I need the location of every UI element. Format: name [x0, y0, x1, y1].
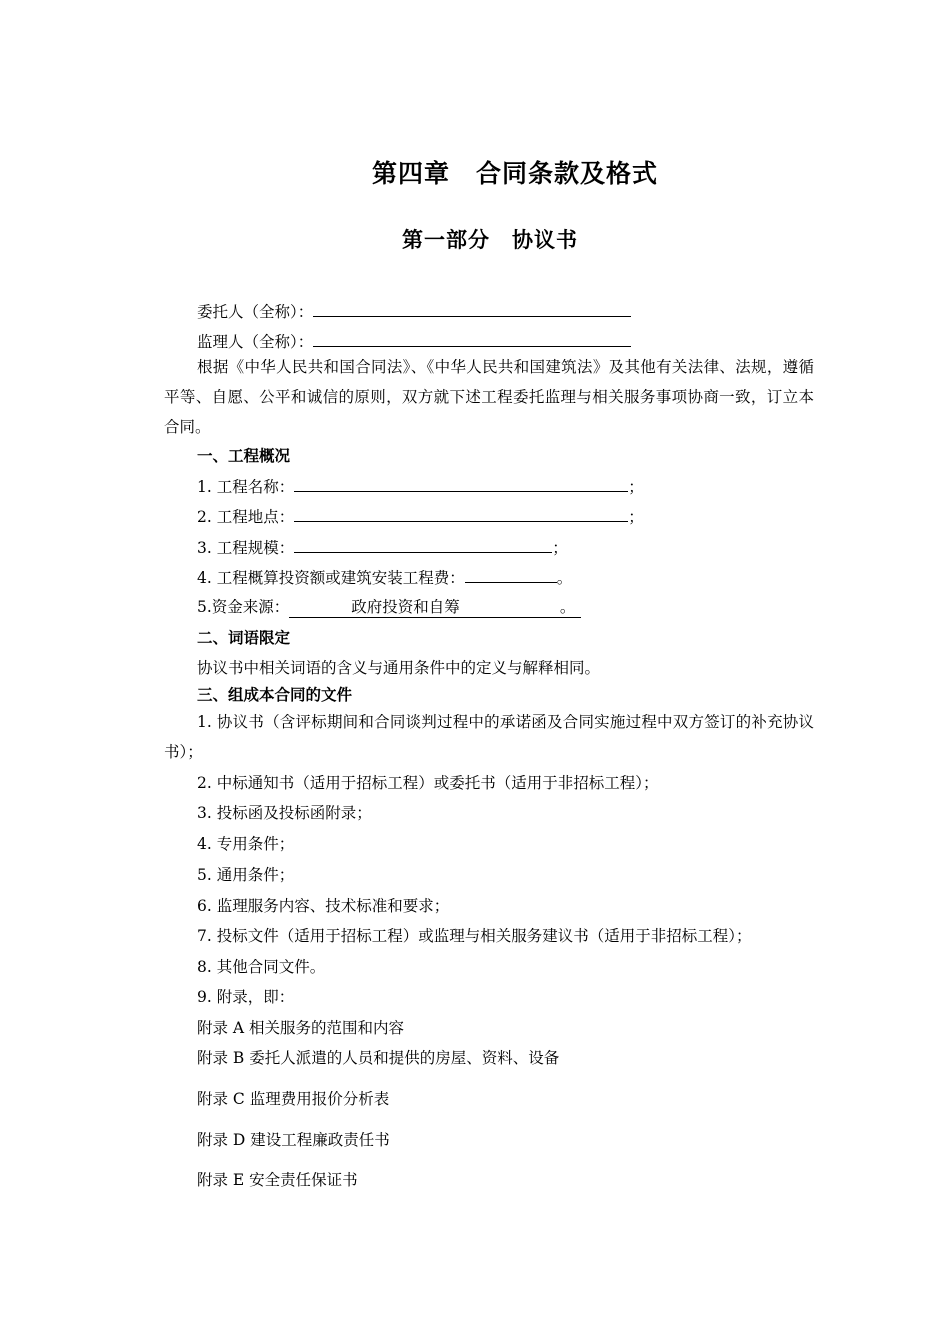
- document-item-3: 3. 投标函及投标函附录；: [197, 804, 372, 822]
- supervisor-blank: [313, 331, 631, 347]
- project-name-line: [197, 476, 644, 497]
- client-blank: [313, 301, 631, 317]
- fund-source-field: [289, 597, 581, 618]
- fund-source-value: 政府投资和自筹: [351, 598, 460, 616]
- project-location-blank: [294, 506, 628, 522]
- project-budget-end: 。: [556, 569, 573, 587]
- project-scale-line: [197, 537, 568, 558]
- project-budget-line: [197, 567, 572, 588]
- project-scale-end: ；: [552, 539, 568, 557]
- chapter-title: 第四章 合同条款及格式: [371, 159, 658, 188]
- project-scale-label: 3. 工程规模：: [197, 539, 295, 557]
- document-item-2: 2. 中标通知书（适用于招标工程）或委托书（适用于非招标工程）；: [197, 774, 659, 792]
- document-item-4: 4. 专用条件；: [197, 835, 295, 853]
- section3-heading: 三、组成本合同的文件: [197, 685, 353, 704]
- document-item-8: 8. 其他合同文件。: [197, 958, 326, 976]
- project-name-label: 1. 工程名称：: [197, 478, 295, 496]
- appendix-b: 附录 B 委托人派遣的人员和提供的房屋、资料、设备: [197, 1049, 560, 1067]
- project-location-line: [197, 506, 644, 527]
- appendix-e: 附录 E 安全责任保证书: [197, 1171, 358, 1189]
- project-budget-label: 4. 工程概算投资额或建筑安装工程费：: [197, 569, 465, 587]
- project-location-end: ；: [628, 508, 644, 526]
- part-title: 第一部分 协议书: [402, 227, 578, 252]
- section2-heading: 二、词语限定: [197, 628, 291, 647]
- fund-source-end: 。: [559, 598, 576, 616]
- project-budget-blank: [465, 567, 557, 583]
- client-label: 委托人（全称）：: [197, 303, 314, 321]
- section2-text: 协议书中相关词语的含义与通用条件中的定义与解释相同。: [197, 659, 601, 677]
- section1-heading: 一、工程概况: [197, 446, 291, 465]
- document-item-9: 9. 附录，即：: [197, 988, 295, 1006]
- project-name-blank: [294, 476, 628, 492]
- client-line: [197, 301, 631, 322]
- document-item-6: 6. 监理服务内容、技术标准和要求；: [197, 897, 450, 915]
- project-location-label: 2. 工程地点：: [197, 508, 295, 526]
- supervisor-line: [197, 331, 631, 352]
- project-scale-blank: [294, 537, 552, 553]
- project-name-end: ；: [628, 478, 644, 496]
- appendix-d: 附录 D 建设工程廉政责任书: [197, 1131, 390, 1149]
- fund-source-line: [197, 597, 581, 618]
- preamble-paragraph: 根据《中华人民共和国合同法》、《中华人民共和国建筑法》及其他有关法律、法规，遵循平等、自愿、公平和诚信的原则，双方就下述工程委托监理与相关服务事项协商一致，订立本合同。: [164, 358, 814, 436]
- document-item-5: 5. 通用条件；: [197, 866, 295, 884]
- appendix-c: 附录 C 监理费用报价分析表: [197, 1090, 390, 1108]
- appendix-a: 附录 A 相关服务的范围和内容: [197, 1019, 405, 1037]
- supervisor-label: 监理人（全称）：: [197, 333, 314, 351]
- fund-source-label: 5.资金来源：: [197, 598, 290, 616]
- document-item-1: 1. 协议书（含评标期间和合同谈判过程中的承诺函及合同实施过程中双方签订的补充协议书）；: [164, 713, 814, 761]
- document-item-7: 7. 投标文件（适用于招标工程）或监理与相关服务建议书（适用于非招标工程）；: [197, 927, 752, 945]
